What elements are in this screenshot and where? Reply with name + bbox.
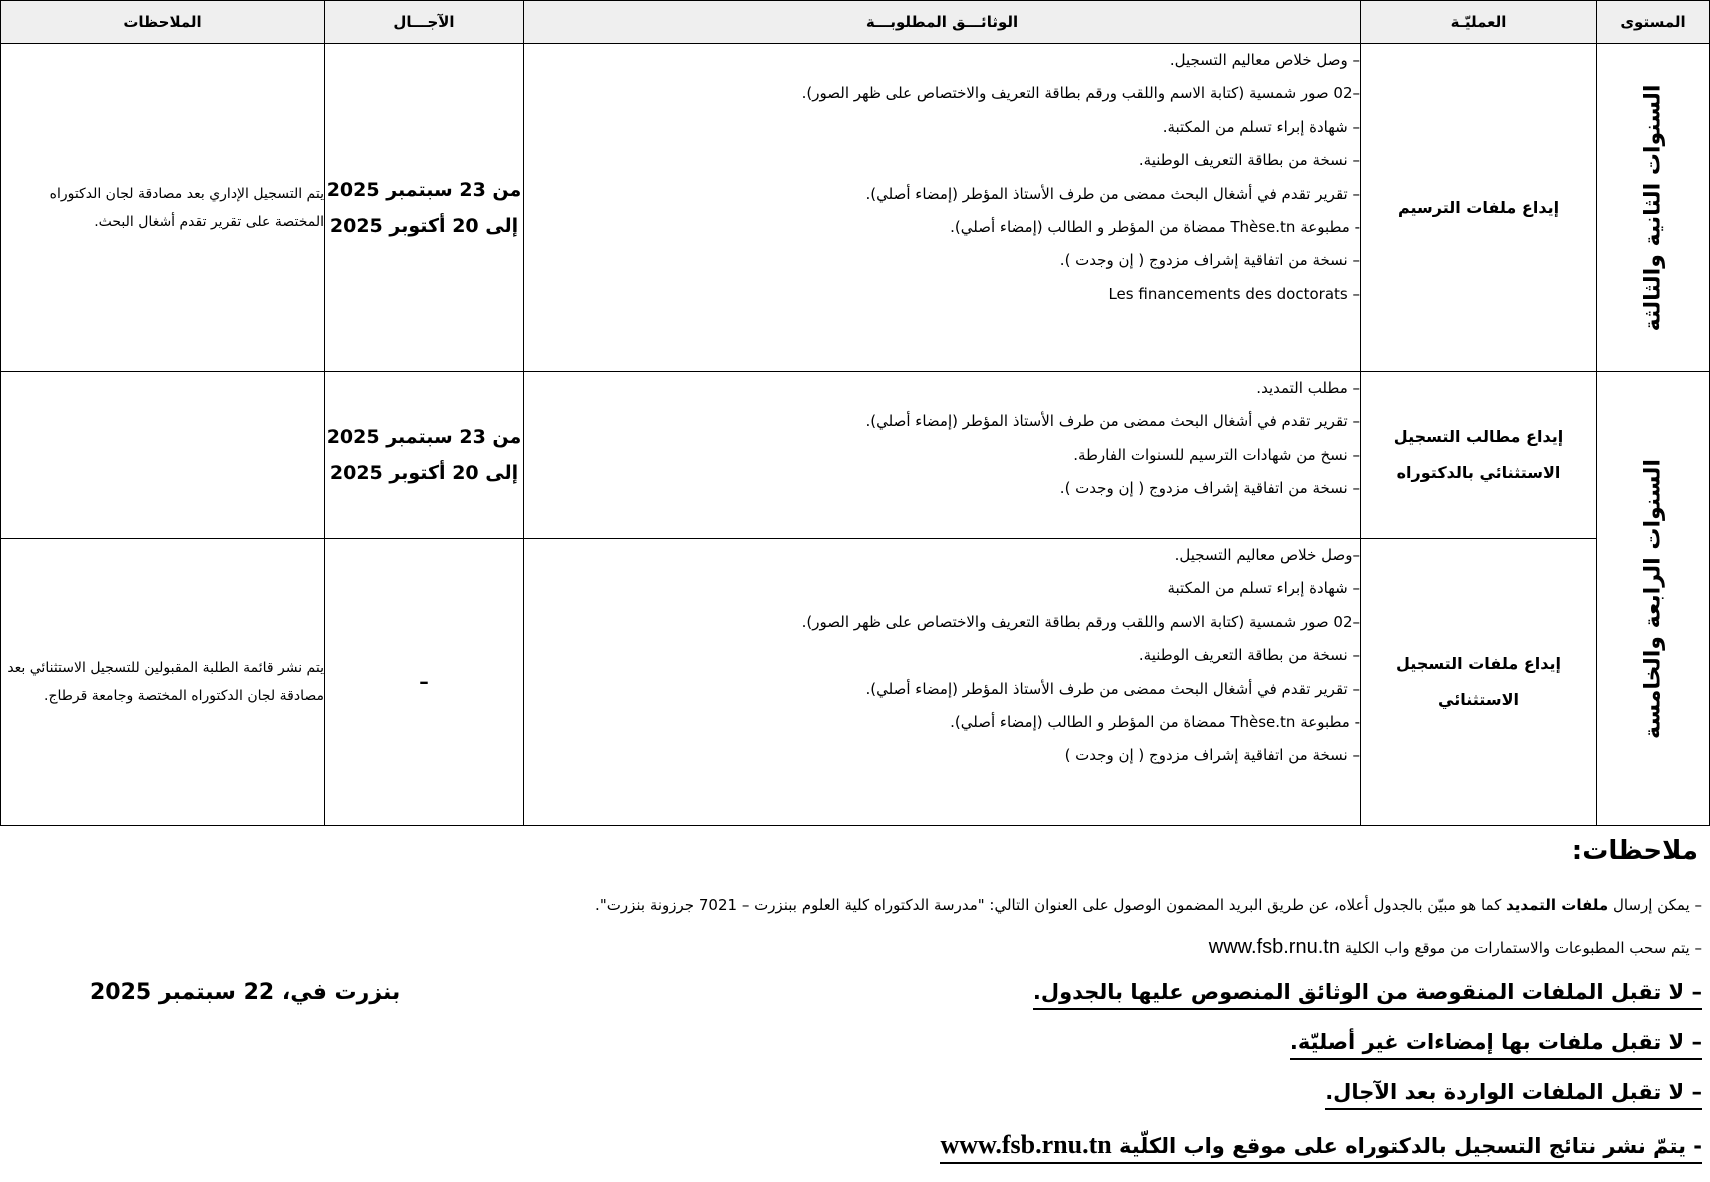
note-mail-post: كما هو مبيّن بالجدول أعلاه، عن طريق البريد المضمون الوصول على العنوان التالي: "مدرسة الدكتوراه كلية العلوم ببنزرت – 7021 جرزونة بنزرت". xyxy=(595,896,1507,914)
results-website-link[interactable]: www.fsb.rnu.tn xyxy=(940,1130,1112,1159)
deadline-start: من 23 سبتمبر 2025 xyxy=(326,178,522,201)
document-item: – نسخ من شهادات الترسيم للسنوات الفارطة. xyxy=(1073,445,1360,464)
documents-cell xyxy=(524,539,1361,826)
note-results xyxy=(940,1130,1702,1160)
header-level: المستوى xyxy=(1597,1,1710,44)
document-item: – شهادة إبراء تسلم من المكتبة xyxy=(1167,579,1360,598)
table-row xyxy=(1,372,1710,539)
document-item: – شهادة إبراء تسلم من المكتبة. xyxy=(1162,117,1360,136)
level-label: السنوات الرابعة والخامسة xyxy=(1640,458,1666,739)
deadline-start: من 23 سبتمبر 2025 xyxy=(326,426,522,448)
website-link[interactable]: www.fsb.rnu.tn xyxy=(1208,936,1340,958)
note-incomplete-text: – لا تقبل الملفات المنقوصة من الوثائق المنصوص عليها بالجدول. xyxy=(1033,980,1702,1010)
documents-cell xyxy=(524,44,1361,372)
note-forms xyxy=(1209,936,1702,959)
header-operation: العمليّـة xyxy=(1361,1,1597,44)
operation-cell: إيداع مطالب التسجيل الاستثنائي بالدكتوراه xyxy=(1361,372,1597,539)
note-cell: يتم التسجيل الإداري بعد مصادقة لجان الدكتوراه المختصة على تقرير تقدم أشغال البحث. xyxy=(1,44,325,372)
place-date: بنزرت في، 22 سبتمبر 2025 xyxy=(90,980,401,1005)
note-results-text xyxy=(940,1130,1702,1164)
table-row xyxy=(1,539,1710,826)
notes-title: ملاحظات: xyxy=(1571,836,1698,866)
level-label: السنوات الثانية والثالثة xyxy=(1640,84,1666,331)
header-deadlines: الآجـــال xyxy=(325,1,524,44)
document-item: – نسخة من اتفاقية إشراف مزدوج ( إن وجدت ). xyxy=(1059,479,1360,498)
header-documents: الوثائـــق المطلوبـــة xyxy=(524,1,1361,44)
deadline-cell xyxy=(325,372,524,539)
document-item: – تقرير تقدم في أشغال البحث ممضى من طرف الأستاذ المؤطر (إمضاء أصلي). xyxy=(865,679,1360,698)
table-header-row xyxy=(1,1,1710,44)
note-cell: يتم نشر قائمة الطلبة المقبولين للتسجيل الاستثنائي بعد مصادقة لجان الدكتوراه المختصة وجامعة قرطاج. xyxy=(1,539,325,826)
note-mail-pre: – يمكن إرسال xyxy=(1608,896,1702,914)
note-signatures xyxy=(1290,1030,1702,1054)
operation-cell: إيداع ملفات الترسيم xyxy=(1361,44,1597,372)
document-item: - مطبوعة Thèse.tn ممضاة من المؤطر و الطالب (إمضاء أصلي). xyxy=(950,713,1360,732)
operation-cell: إيداع ملفات التسجيل الاستثنائي xyxy=(1361,539,1597,826)
note-forms-text: – يتم سحب المطبوعات والاستمارات من موقع واب الكلية xyxy=(1344,939,1702,957)
note-results-label: - يتمّ نشر نتائج التسجيل بالدكتوراه على موقع واب الكلّية xyxy=(1119,1134,1702,1158)
document-item: –02 صور شمسية (كتابة الاسم واللقب ورقم بطاقة التعريف والاختصاص على ظهر الصور). xyxy=(801,84,1360,103)
document-item: – نسخة من اتفاقية إشراف مزدوج ( إن وجدت ) xyxy=(1064,746,1360,765)
document-item: - مطبوعة Thèse.tn ممضاة من المؤطر و الطالب (إمضاء أصلي). xyxy=(950,218,1360,237)
level-cell xyxy=(1597,44,1710,372)
deadline-end: إلى 20 أكتوبر 2025 xyxy=(329,462,519,484)
header-notes: الملاحظات xyxy=(1,1,325,44)
note-incomplete xyxy=(1033,980,1702,1004)
document-item: – نسخة من بطاقة التعريف الوطنية. xyxy=(1138,151,1360,170)
deadline-end: إلى 20 أكتوبر 2025 xyxy=(329,214,519,237)
deadline-start: – xyxy=(419,671,429,693)
document-item: – تقرير تقدم في أشغال البحث ممضى من طرف الأستاذ المؤطر (إمضاء أصلي). xyxy=(865,412,1360,431)
document-item: – مطلب التمديد. xyxy=(1256,379,1360,397)
document-item: – نسخة من بطاقة التعريف الوطنية. xyxy=(1138,646,1360,665)
document-item: –وصل خلاص معاليم التسجيل. xyxy=(1174,546,1360,564)
table-row xyxy=(1,44,1710,372)
level-cell xyxy=(1597,372,1710,826)
note-late xyxy=(1325,1080,1702,1104)
note-mail xyxy=(595,896,1702,914)
documents-cell xyxy=(524,372,1361,539)
note-cell xyxy=(1,372,325,539)
document-item: – نسخة من اتفاقية إشراف مزدوج ( إن وجدت ). xyxy=(1059,251,1360,270)
note-late-text: – لا تقبل الملفات الواردة بعد الآجال. xyxy=(1325,1080,1702,1110)
deadline-cell xyxy=(325,539,524,826)
note-mail-bold: ملفات التمديد xyxy=(1506,896,1609,914)
document-item: – Les financements des doctorats xyxy=(1108,284,1360,303)
deadline-cell xyxy=(325,44,524,372)
note-signatures-text: – لا تقبل ملفات بها إمضاءات غير أصليّة. xyxy=(1290,1030,1702,1060)
document-item: – تقرير تقدم في أشغال البحث ممضى من طرف الأستاذ المؤطر (إمضاء أصلي). xyxy=(865,184,1360,203)
document-item: – وصل خلاص معاليم التسجيل. xyxy=(1169,51,1360,69)
document-item: –02 صور شمسية (كتابة الاسم واللقب ورقم بطاقة التعريف والاختصاص على ظهر الصور). xyxy=(801,612,1360,631)
